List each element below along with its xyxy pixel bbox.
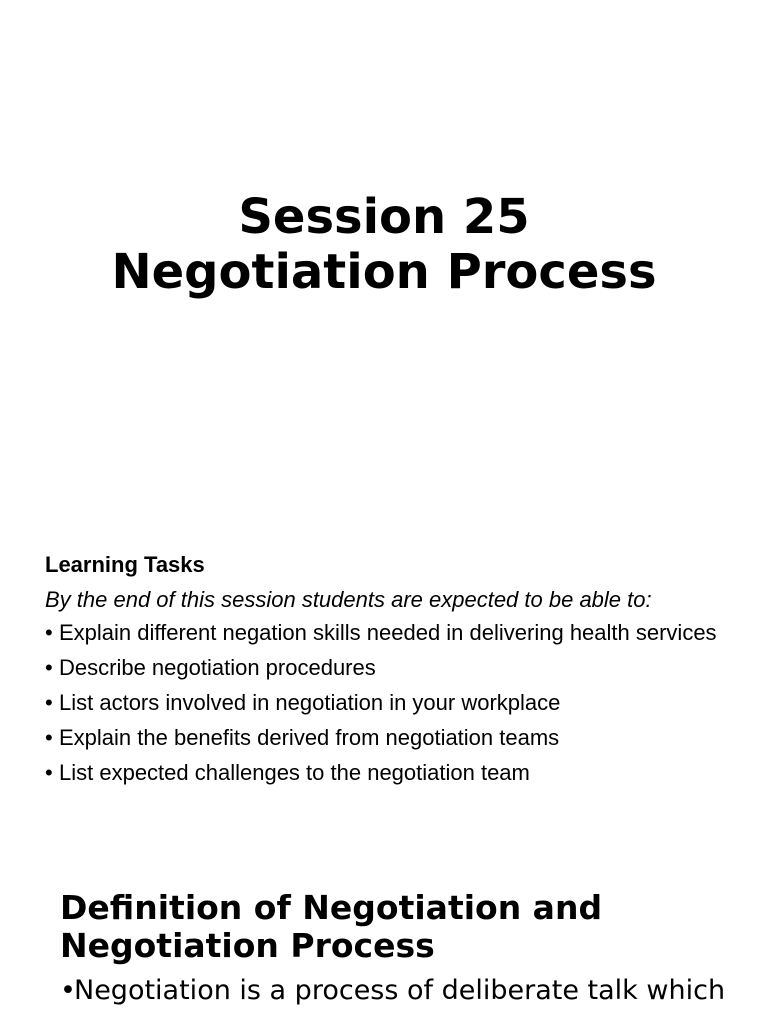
list-item-text: Explain different negation skills needed in delivering health services [59,620,717,645]
list-item [45,689,735,717]
bullet-icon: • [60,975,76,1006]
list-item [45,619,735,647]
learning-tasks-list [45,619,735,787]
bullet-icon: • [45,690,53,715]
definition-title [60,889,750,965]
list-item [45,759,735,787]
list-item-text: Describe negotiation procedures [59,655,376,680]
list-item [45,724,735,752]
list-item [45,654,735,682]
definition-first-point [60,975,750,1007]
learning-tasks-intro: By the end of this session students are expected to be able to: [45,587,652,612]
title-topic: Negotiation Process [111,244,657,300]
bullet-icon: • [45,655,53,680]
list-item-text: Explain the benefits derived from negotiation teams [59,725,560,750]
definition-title-line-1: Definition of Negotiation and [60,888,603,927]
definition-section [60,889,750,1007]
learning-tasks-heading: Learning Tasks [45,552,205,577]
learning-tasks-section [45,551,735,794]
list-item-text: List actors involved in negotiation in your workplace [59,690,561,715]
bullet-icon: • [45,725,53,750]
list-item-text: List expected challenges to the negotiation team [59,760,530,785]
definition-first-point-text: Negotiation is a process of deliberate talk which [74,975,726,1006]
title-session-number: Session 25 [238,189,530,245]
slide-title [0,190,768,300]
definition-title-line-2: Negotiation Process [60,926,435,965]
bullet-icon: • [45,760,53,785]
bullet-icon: • [45,620,53,645]
